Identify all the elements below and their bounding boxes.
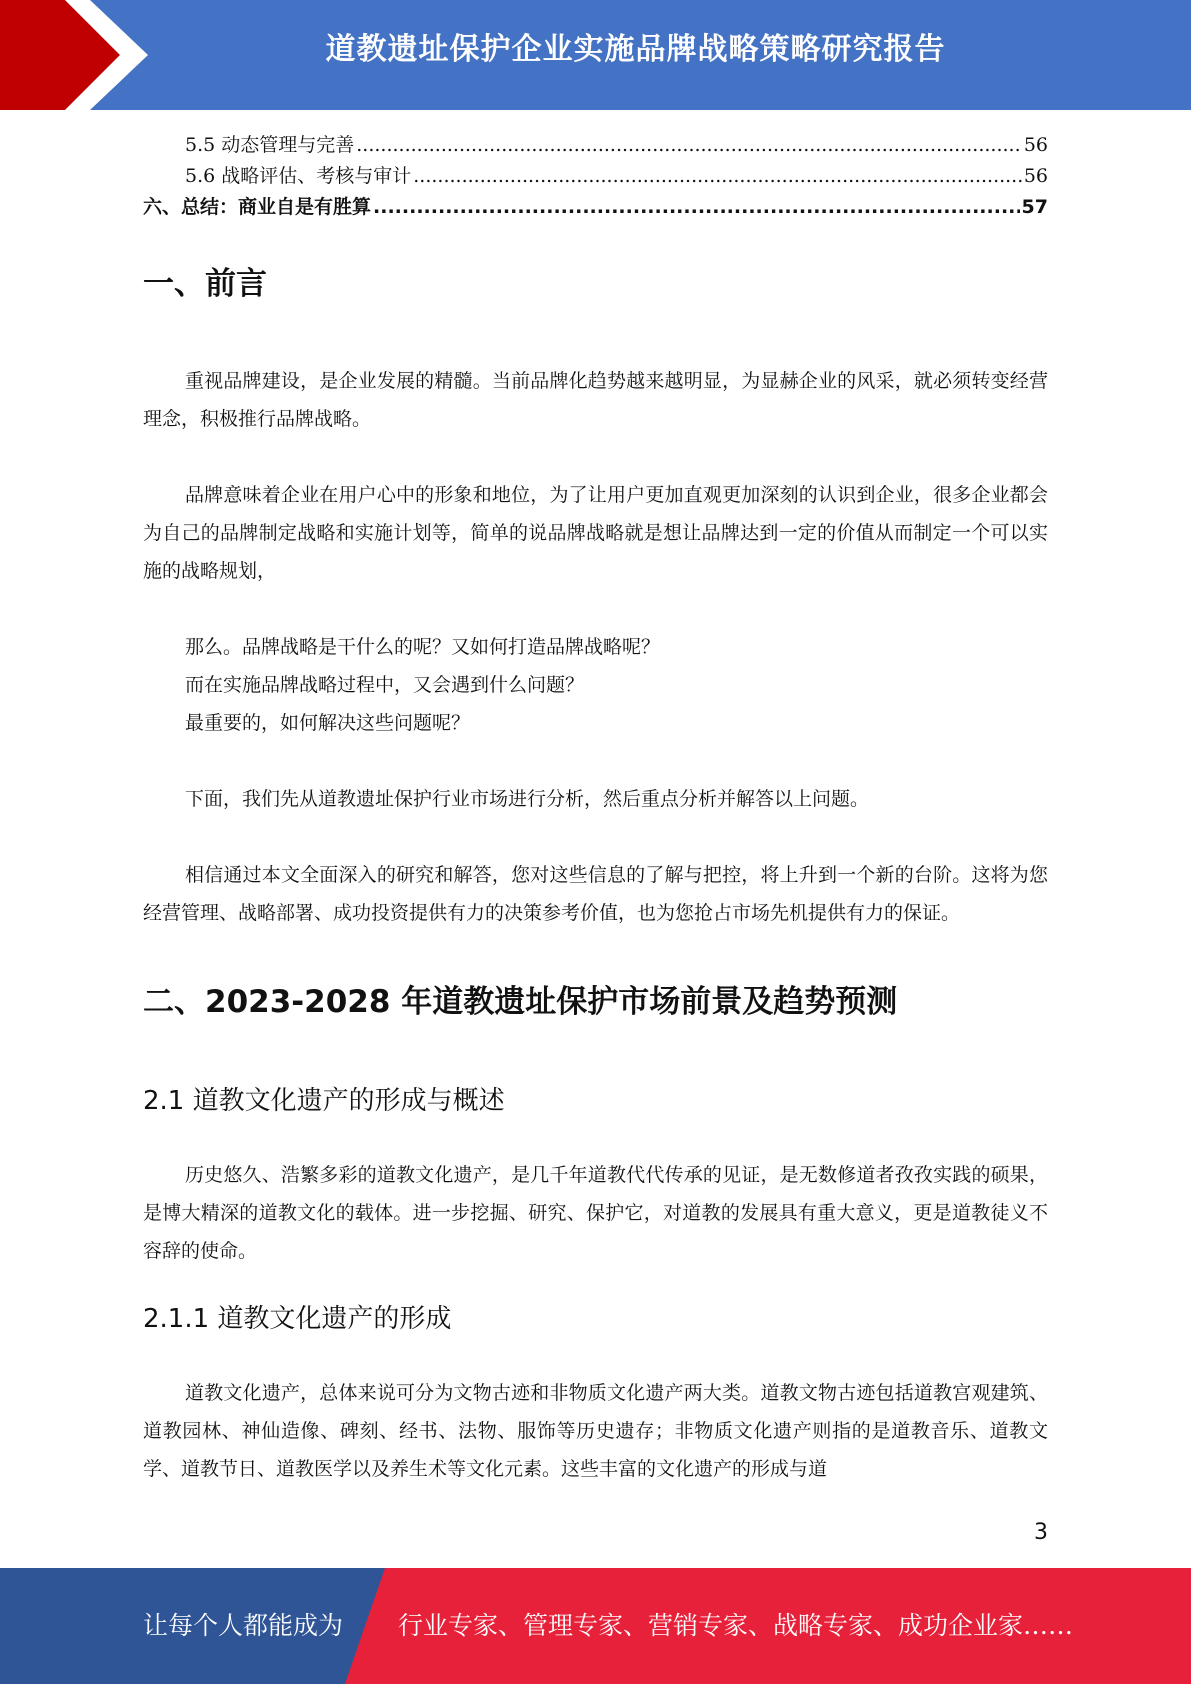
toc-leader-dots xyxy=(413,161,1022,192)
toc-entry[interactable] xyxy=(143,130,1048,161)
header-banner xyxy=(0,0,1191,110)
paragraph: 历史悠久、浩繁多彩的道教文化遗产，是几千年道教代代传承的见证，是无数修道者孜孜实践的硕果，是博大精深的道教文化的载体。进一步挖掘、研究、保护它，对道教的发展具有重大意义，更是道教徒义不容辞的使命。 xyxy=(143,1164,1048,1262)
toc-entry[interactable] xyxy=(143,161,1048,192)
page-number: 3 xyxy=(1034,1520,1048,1545)
paragraph: 重视品牌建设，是企业发展的精髓。当前品牌化趋势越来越明显，为显赫企业的风采，就必须转变经营理念，积极推行品牌战略。 xyxy=(143,370,1048,430)
header-chevron-graphic xyxy=(0,0,170,110)
question-line: 最重要的，如何解决这些问题呢？ xyxy=(185,712,471,734)
paragraph: 品牌意味着企业在用户心中的形象和地位，为了让用户更加直观更加深刻的认识到企业，很多企业都会为自己的品牌制定战略和实施计划等，简单的说品牌战略就是想让品牌达到一定的价值从而制定一个可以实施的战略规划， xyxy=(143,484,1048,582)
toc-entry-page: 56 xyxy=(1023,134,1048,156)
footer-slogan-left: 让每个人都能成为 xyxy=(143,1611,344,1640)
header-title: 道教遗址保护企业实施品牌战略策略研究报告 xyxy=(325,32,946,67)
paragraph: 道教文化遗产，总体来说可分为文物古迹和非物质文化遗产两大类。道教文物古迹包括道教宫观建筑、道教园林、神仙造像、碑刻、经书、法物、服饰等历史遗存；非物质文化遗产则指的是道教音乐、道教文学、道教节日、道教医学以及养生术等文化元素。这些丰富的文化遗产的形成与道 xyxy=(143,1382,1048,1480)
document-body xyxy=(143,258,1048,1488)
footer-slogan-right: 行业专家、管理专家、营销专家、战略专家、成功企业家…… xyxy=(398,1611,1074,1640)
subsection-heading: 2.1.1 道教文化遗产的形成 xyxy=(143,1304,452,1334)
question-line: 那么。品牌战略是干什么的呢？又如何打造品牌战略呢？ xyxy=(185,636,661,658)
footer-banner xyxy=(0,1568,1191,1684)
section-heading-forecast: 二、2023-2028 年道教遗址保护市场前景及趋势预测 xyxy=(143,984,898,1020)
toc-entry-page: 57 xyxy=(1021,196,1048,218)
paragraph: 相信通过本文全面深入的研究和解答，您对这些信息的了解与把控，将上升到一个新的台阶。这将为您经营管理、战略部署、成功投资提供有力的决策参考价值，也为您抢占市场先机提供有力的保证。 xyxy=(143,864,1048,924)
table-of-contents xyxy=(143,130,1048,223)
toc-entry-title: 5.5 动态管理与完善 xyxy=(185,134,355,156)
toc-entry-title: 5.6 战略评估、考核与审计 xyxy=(185,165,412,187)
section-heading-preface: 一、前言 xyxy=(143,266,267,302)
toc-entry-title: 六、总结：商业自是有胜算 xyxy=(143,196,372,218)
paragraph: 下面，我们先从道教遗址保护行业市场进行分析，然后重点分析并解答以上问题。 xyxy=(185,788,870,810)
question-line: 而在实施品牌战略过程中，又会遇到什么问题？ xyxy=(185,674,585,696)
toc-leader-dots xyxy=(356,130,1022,161)
toc-entry[interactable] xyxy=(143,192,1048,223)
subsection-heading: 2.1 道教文化遗产的形成与概述 xyxy=(143,1086,505,1116)
toc-entry-page: 56 xyxy=(1023,165,1048,187)
toc-leader-dots xyxy=(373,192,1020,223)
